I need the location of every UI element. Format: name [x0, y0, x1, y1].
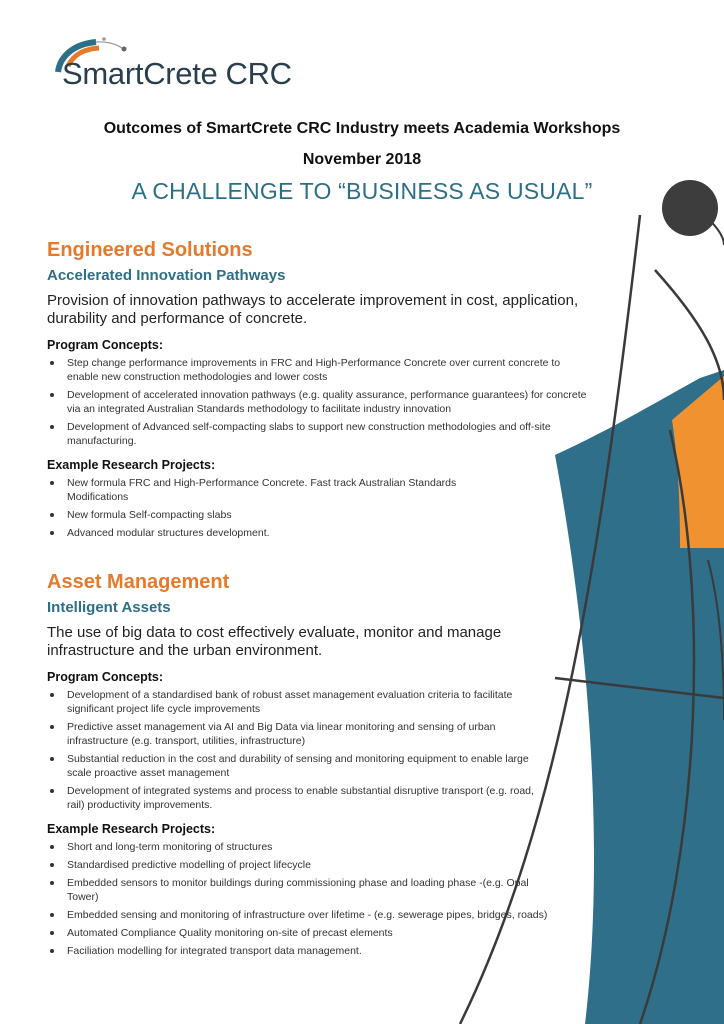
program-concepts-heading: Program Concepts: [47, 670, 163, 684]
section-subtitle: Accelerated Innovation Pathways [47, 267, 286, 284]
logo-crete: Crete [143, 56, 218, 91]
program-concepts-heading: Program Concepts: [47, 338, 163, 352]
list-item: Advanced modular structures development. [47, 526, 587, 540]
logo-crc: CRC [225, 56, 292, 91]
list-item: Faciliation modelling for integrated transport data management. [47, 944, 587, 958]
list-item: Embedded sensing and monitoring of infrastructure over lifetime - (e.g. sewerage pipes, bridges, roads) [47, 908, 587, 922]
research-projects-heading: Example Research Projects: [47, 458, 216, 472]
research-projects-heading: Example Research Projects: [47, 822, 216, 836]
research-projects-list [47, 840, 607, 958]
list-item: Step change performance improvements in FRC and High-Performance Concrete over current concrete to enable new construction methodologies and lower costs [47, 356, 587, 384]
list-item: Standardised predictive modelling of project lifecycle [47, 858, 587, 872]
list-item: Embedded sensors to monitor buildings during commissioning phase and loading phase -(e.g. Opal Tower) [47, 876, 557, 904]
list-item: New formula Self-compacting slabs [47, 508, 587, 522]
document-tagline: A CHALLENGE TO “BUSINESS AS USUAL” [131, 178, 593, 204]
list-item: Short and long-term monitoring of structures [47, 840, 587, 854]
list-item: Automated Compliance Quality monitoring on-site of precast elements [47, 926, 587, 940]
document-title: Outcomes of SmartCrete CRC Industry meets Academia Workshops [103, 120, 621, 137]
logo-smart: Smart [62, 56, 144, 91]
list-item: Substantial reduction in the cost and durability of sensing and monitoring equipment to enable large scale proactive asset management [47, 752, 537, 780]
section-title: Asset Management [47, 571, 230, 593]
list-item: Predictive asset management via AI and Big Data via linear monitoring and sensing of urban infrastructure (e.g. transport, utilities, infrastructure) [47, 720, 547, 748]
section-description: Provision of innovation pathways to accelerate improvement in cost, application, durability and performance of concrete. [47, 292, 579, 327]
section-subtitle: Intelligent Assets [47, 599, 171, 616]
document-date: November 2018 [302, 151, 422, 168]
section-title: Engineered Solutions [47, 239, 253, 261]
list-item: New formula FRC and High-Performance Concrete. Fast track Australian Standards Modifications [47, 476, 507, 504]
list-item: Development of accelerated innovation pathways (e.g. quality assurance, performance guarantees) for concrete via an integrated Australian Standards methodology to facilitate industry innovation [47, 388, 587, 416]
section-description: The use of big data to cost effectively evaluate, monitor and manage infrastructure and the urban environment. [47, 624, 502, 659]
research-projects-list [47, 476, 607, 540]
section-engineered-solutions [47, 238, 607, 544]
section-asset-management [47, 570, 607, 962]
list-item: Development of integrated systems and process to enable substantial disruptive transport (e.g. road, rail) productivity improvements. [47, 784, 537, 812]
smartcrete-logo [44, 36, 334, 92]
program-concepts-list [47, 688, 607, 812]
logo-wordmark [62, 56, 292, 92]
list-item: Development of Advanced self-compacting slabs to support new construction methodologies and off-site manufacturing. [47, 420, 587, 448]
program-concepts-list [47, 356, 607, 448]
list-item: Development of a standardised bank of robust asset management evaluation criteria to facilitate significant project life cycle improvements [47, 688, 547, 716]
